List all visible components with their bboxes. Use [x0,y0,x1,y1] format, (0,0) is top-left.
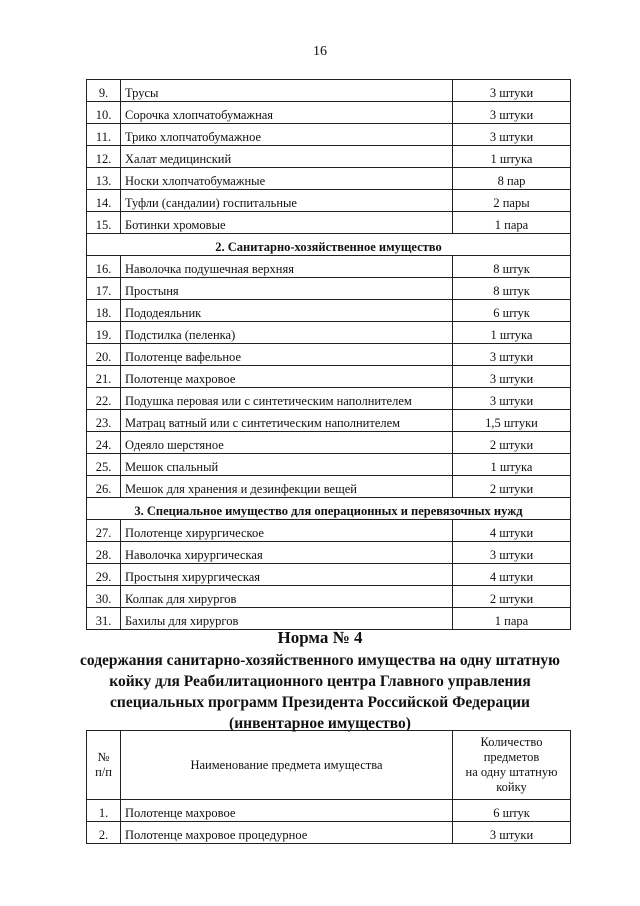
table-row [87,564,571,586]
header-qty-line-2: предметов [483,750,540,764]
row-number: 2. [87,822,121,844]
item-name: Пододеяльник [121,300,453,322]
page-number: 16 [313,44,327,59]
table-row [87,168,571,190]
table-row [87,586,571,608]
row-number: 27. [87,520,121,542]
table-row [87,124,571,146]
table-row [87,432,571,454]
item-quantity: 1 штука [453,322,571,344]
row-number: 24. [87,432,121,454]
table-row [87,278,571,300]
item-name: Полотенце хирургическое [121,520,453,542]
table-row [87,256,571,278]
row-number: 18. [87,300,121,322]
item-name: Наволочка подушечная верхняя [121,256,453,278]
section-title: 3. Специальное имущество для операционных и перевязочных нужд [87,498,571,520]
row-number: 17. [87,278,121,300]
row-number: 28. [87,542,121,564]
header-num-line-1: № [97,750,110,764]
item-quantity: 3 штуки [453,344,571,366]
item-name: Халат медицинский [121,146,453,168]
section-row [87,498,571,520]
item-name: Полотенце вафельное [121,344,453,366]
row-number: 26. [87,476,121,498]
item-name: Мешок для хранения и дезинфекции вещей [121,476,453,498]
row-number: 13. [87,168,121,190]
item-quantity: 4 штуки [453,564,571,586]
item-name: Наволочка хирургическая [121,542,453,564]
header-qty-line-1: Количество [480,735,543,749]
table-row [87,322,571,344]
table-row [87,366,571,388]
row-number: 16. [87,256,121,278]
item-quantity: 1 пара [453,212,571,234]
row-number: 1. [87,800,121,822]
item-name: Мешок спальный [121,454,453,476]
header-qty [453,731,571,800]
header-qty-line-4: койку [496,780,527,794]
item-name: Полотенце махровое [121,366,453,388]
item-quantity: 2 пары [453,190,571,212]
item-quantity: 3 штуки [453,366,571,388]
table-row [87,520,571,542]
item-name: Полотенце махровое процедурное [121,822,453,844]
table-row [87,454,571,476]
item-quantity: 3 штуки [453,542,571,564]
item-quantity: 4 штуки [453,520,571,542]
item-quantity: 8 штук [453,278,571,300]
row-number: 29. [87,564,121,586]
item-quantity: 1 пара [453,608,571,630]
row-number: 12. [87,146,121,168]
table-row [87,822,571,844]
item-name: Подстилка (пеленка) [121,322,453,344]
header-num [87,731,121,800]
norm-title-line-1: Норма № 4 [277,628,363,647]
table-row [87,300,571,322]
row-number: 21. [87,366,121,388]
row-number: 10. [87,102,121,124]
row-number: 20. [87,344,121,366]
item-name: Матрац ватный или с синтетическим наполнителем [121,410,453,432]
section-row [87,234,571,256]
header-name: Наименование предмета имущества [121,731,453,800]
item-name: Одеяло шерстяное [121,432,453,454]
header-qty-line-3: на одну штатную [465,765,558,779]
row-number: 15. [87,212,121,234]
item-quantity: 8 пар [453,168,571,190]
item-quantity: 1 штука [453,454,571,476]
item-quantity: 6 штук [453,300,571,322]
item-name: Колпак для хирургов [121,586,453,608]
norm-4-table [86,730,571,844]
item-name: Простыня [121,278,453,300]
item-quantity: 3 штуки [453,822,571,844]
table-row [87,542,571,564]
table-row [87,102,571,124]
item-quantity: 3 штуки [453,388,571,410]
item-quantity: 2 штуки [453,432,571,454]
norm-title-line-5: (инвентарное имущество) [229,715,411,732]
item-name: Полотенце махровое [121,800,453,822]
table-row [87,190,571,212]
item-name: Носки хлопчатобумажные [121,168,453,190]
section-title: 2. Санитарно-хозяйственное имущество [87,234,571,256]
row-number: 19. [87,322,121,344]
table-row [87,410,571,432]
item-quantity: 2 штуки [453,586,571,608]
table-row [87,476,571,498]
norm-4-title [40,627,600,734]
norm-title-line-3: койку для Реабилитационного центра Главного управления [109,673,531,690]
item-name: Трусы [121,80,453,102]
norm-title-line-4: специальных программ Президента Российской Федерации [110,694,530,711]
inventory-table-continued [86,79,571,630]
item-quantity: 8 штук [453,256,571,278]
table-header-row [87,731,571,800]
row-number: 30. [87,586,121,608]
item-name: Туфли (сандалии) госпитальные [121,190,453,212]
item-name: Сорочка хлопчатобумажная [121,102,453,124]
norm-title-line-2: содержания санитарно-хозяйственного имущества на одну штатную [80,652,560,669]
item-quantity: 1 штука [453,146,571,168]
item-name: Трико хлопчатобумажное [121,124,453,146]
header-num-line-2: п/п [95,765,112,779]
item-name: Ботинки хромовые [121,212,453,234]
item-quantity: 2 штуки [453,476,571,498]
table-row [87,388,571,410]
table-row [87,80,571,102]
row-number: 25. [87,454,121,476]
table-row [87,212,571,234]
row-number: 14. [87,190,121,212]
item-quantity: 3 штуки [453,102,571,124]
row-number: 31. [87,608,121,630]
row-number: 9. [87,80,121,102]
item-quantity: 3 штуки [453,80,571,102]
table-row [87,344,571,366]
item-name: Простыня хирургическая [121,564,453,586]
item-quantity: 3 штуки [453,124,571,146]
row-number: 11. [87,124,121,146]
item-quantity: 6 штук [453,800,571,822]
table-row [87,800,571,822]
row-number: 22. [87,388,121,410]
item-name: Бахилы для хирургов [121,608,453,630]
item-quantity: 1,5 штуки [453,410,571,432]
item-name: Подушка перовая или с синтетическим наполнителем [121,388,453,410]
row-number: 23. [87,410,121,432]
table-row [87,146,571,168]
